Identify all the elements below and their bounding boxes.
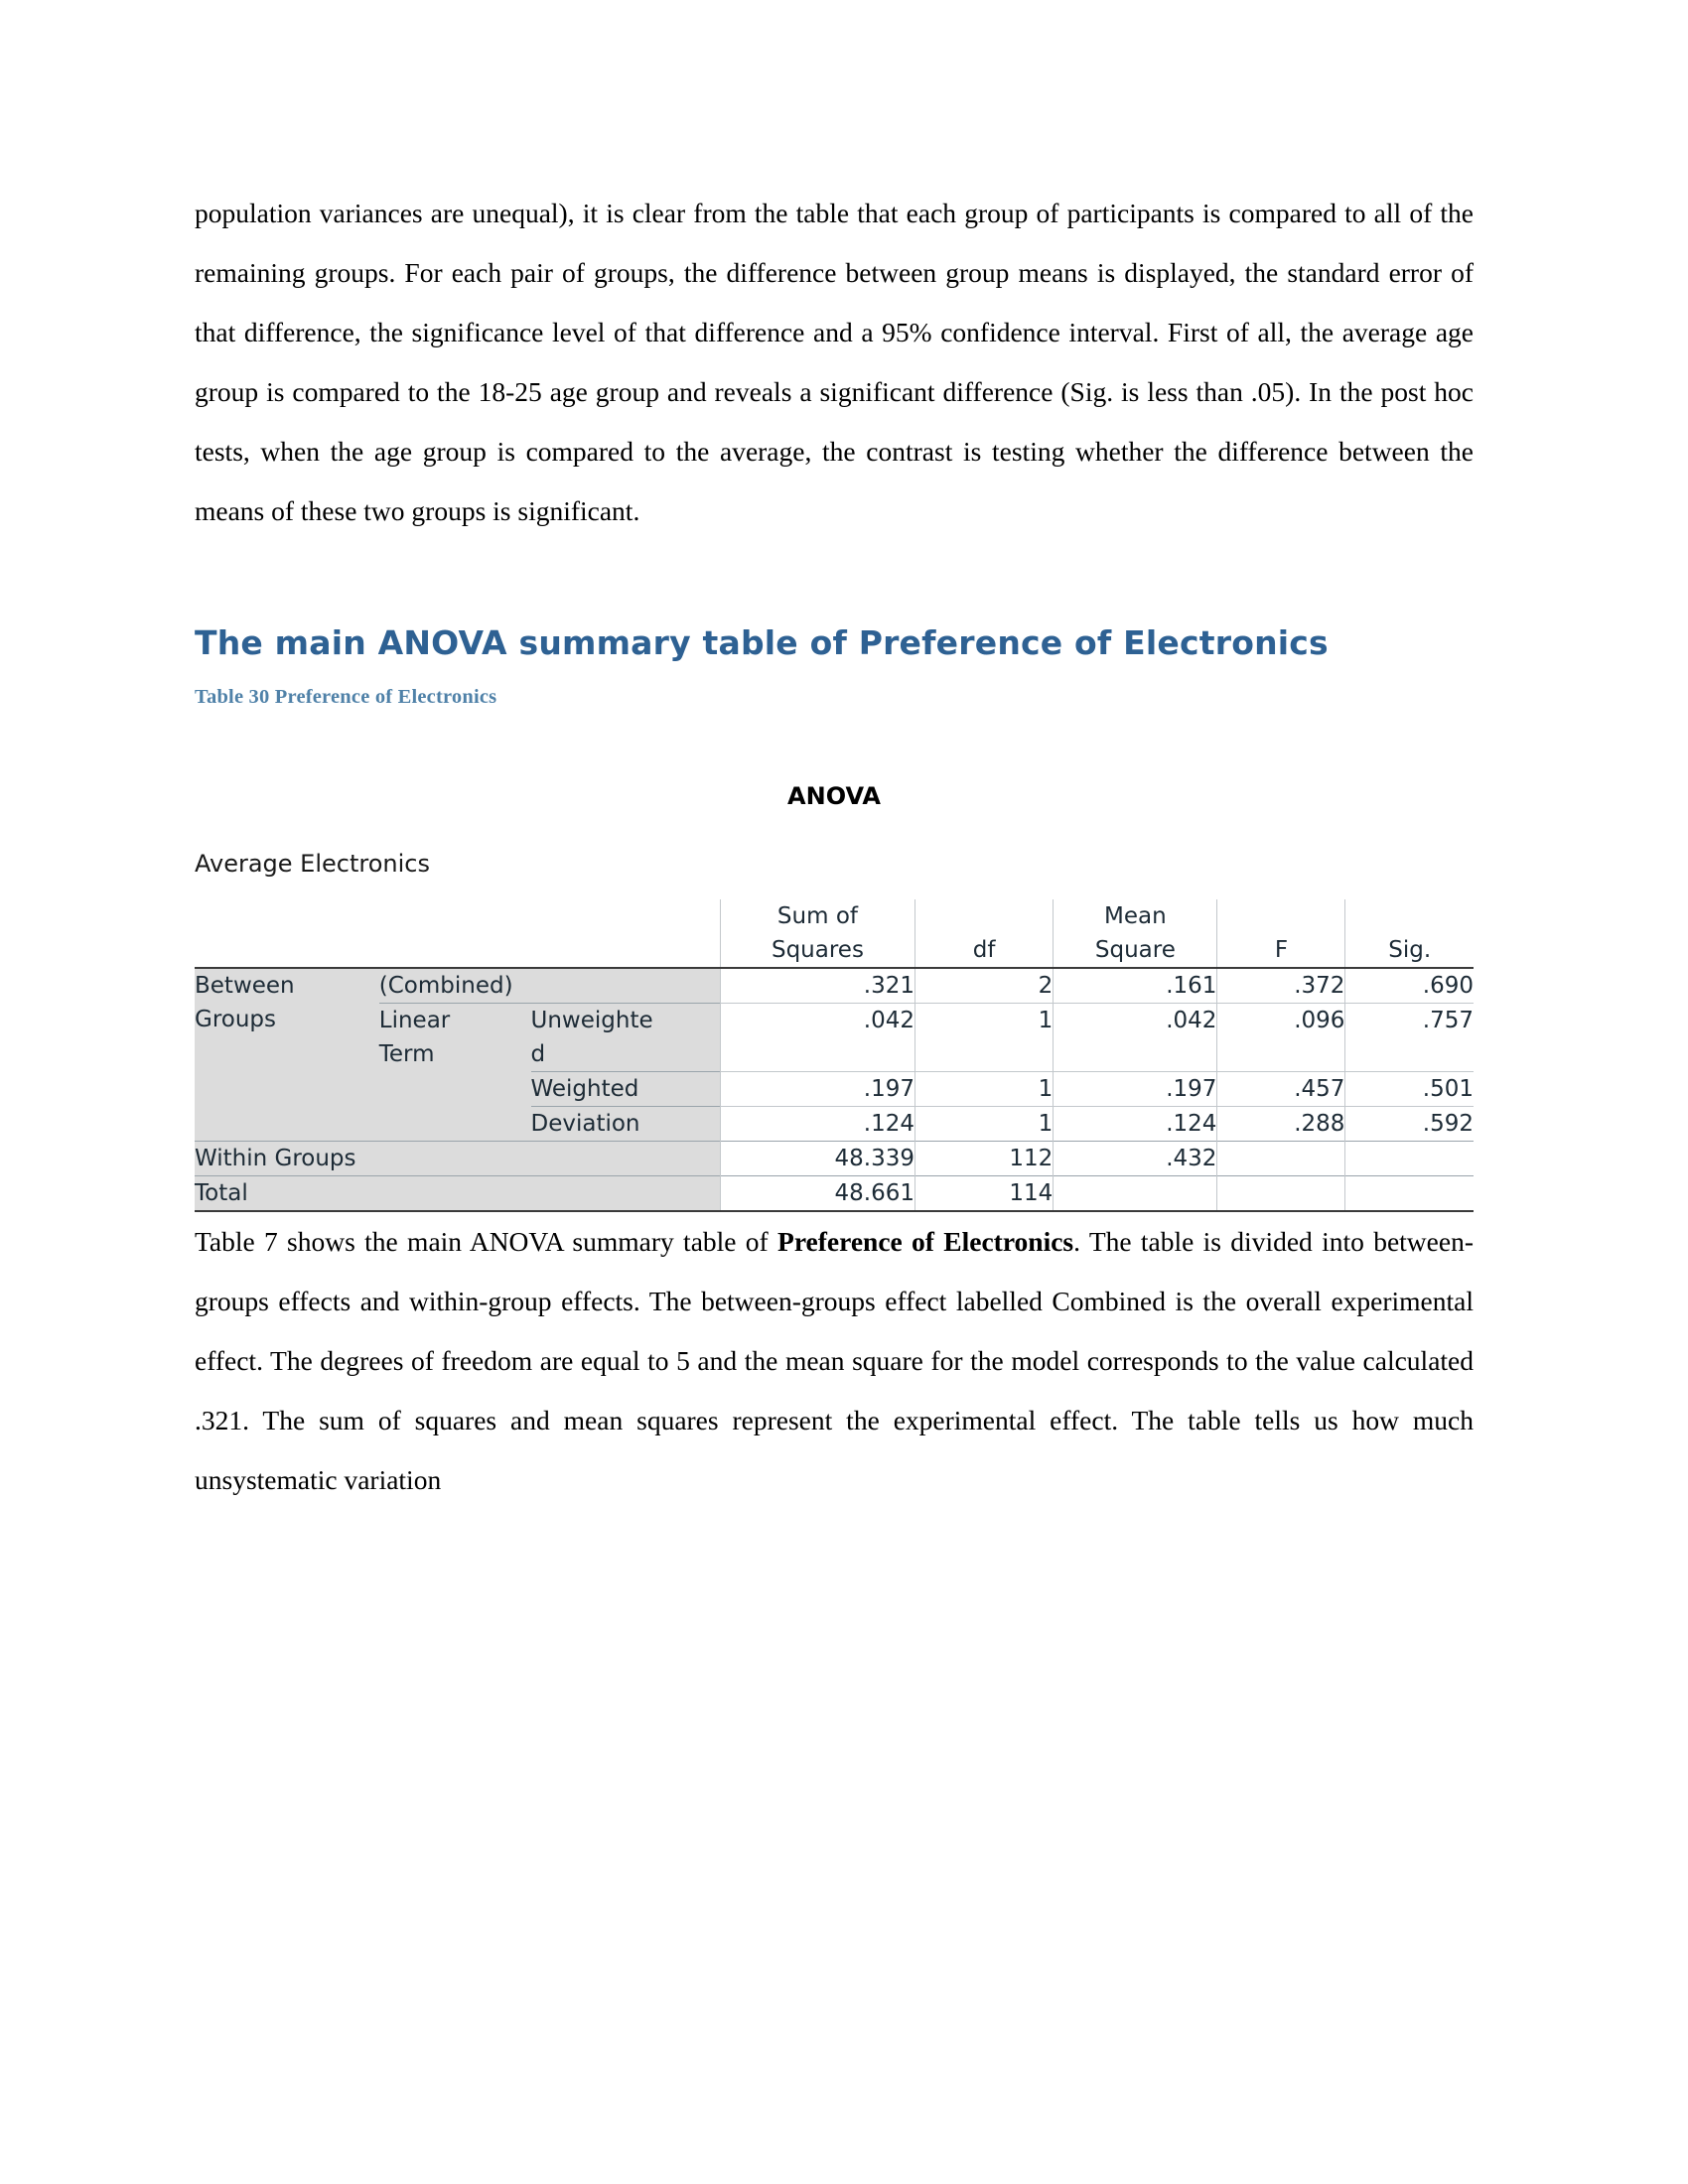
cell-ss-unweighted: .042	[720, 1004, 914, 1072]
cell-sig-within	[1345, 1142, 1474, 1176]
between-groups-line2: Groups	[195, 1007, 277, 1032]
table-caption: Table 30 Preference of Electronics	[195, 686, 497, 708]
unweighted-line1: Unweighte	[530, 1008, 653, 1033]
cell-ms-deviation: .124	[1054, 1107, 1217, 1142]
row-label-within-groups: Within Groups	[195, 1142, 720, 1176]
table-row	[195, 1176, 1474, 1212]
cell-sig-combined: .690	[1345, 968, 1474, 1004]
header-df	[915, 899, 1054, 968]
paragraph-discussion	[195, 1212, 1474, 1510]
table-header-row	[195, 899, 1474, 968]
cell-ss-weighted: .197	[720, 1072, 914, 1107]
header-sum-of-squares-line1: Sum of	[776, 903, 858, 929]
linear-term-line2: Term	[378, 1041, 435, 1067]
header-sum-of-squares-line2: Squares	[771, 937, 864, 963]
cell-df-weighted: 1	[915, 1072, 1054, 1107]
paragraph-discussion-part1: Table 7 shows the main ANOVA summary table of	[195, 1226, 778, 1257]
cell-ms-unweighted: .042	[1054, 1004, 1217, 1072]
cell-sig-total	[1345, 1176, 1474, 1212]
between-groups-line1: Between	[195, 973, 295, 999]
header-mean-square-line1: Mean	[1104, 903, 1167, 929]
header-sum-of-squares	[720, 899, 914, 968]
header-df-label: df	[972, 937, 996, 963]
table-row	[195, 1004, 1474, 1072]
page-content	[195, 184, 1474, 1510]
cell-ms-combined: .161	[1054, 968, 1217, 1004]
cell-sig-unweighted: .757	[1345, 1004, 1474, 1072]
anova-table	[195, 899, 1474, 1212]
header-f	[1217, 899, 1345, 968]
cell-sig-deviation: .592	[1345, 1107, 1474, 1142]
row-label-deviation: Deviation	[531, 1107, 721, 1142]
row-label-total: Total	[195, 1176, 720, 1212]
unweighted-line2: d	[530, 1041, 546, 1067]
cell-df-within: 112	[915, 1142, 1054, 1176]
cell-sig-weighted: .501	[1345, 1072, 1474, 1107]
row-label-combined: (Combined)	[379, 968, 721, 1004]
table-row	[195, 1142, 1474, 1176]
cell-df-total: 114	[915, 1176, 1054, 1212]
cell-ms-within: .432	[1054, 1142, 1217, 1176]
paragraph-intro: population variances are unequal), it is clear from the table that each group of participants is compared to all of the remaining groups. For each pair of groups, the difference between group means is displayed, the standard error of that difference, the significance level of that difference and a 95% confidence interval. First of all, the average age group is compared to the 18-25 age group and reveals a significant difference (Sig. is less than .05). In the post hoc tests, when the age group is compared to the average, the contrast is testing whether the difference between the means of these two groups is significant.	[195, 198, 1474, 526]
table-row	[195, 968, 1474, 1004]
anova-table-title: ANOVA	[787, 782, 881, 810]
cell-ss-total: 48.661	[720, 1176, 914, 1212]
anova-dependent-variable: Average Electronics	[195, 850, 430, 878]
cell-f-deviation: .288	[1217, 1107, 1345, 1142]
cell-f-unweighted: .096	[1217, 1004, 1345, 1072]
header-f-label: F	[1274, 937, 1289, 963]
section-heading: The main ANOVA summary table of Preference of Electronics	[195, 623, 1329, 662]
cell-ss-combined: .321	[720, 968, 914, 1004]
header-mean-square	[1054, 899, 1217, 968]
cell-ms-total	[1054, 1176, 1217, 1212]
row-label-unweighted	[531, 1004, 721, 1072]
cell-df-unweighted: 1	[915, 1004, 1054, 1072]
paragraph-discussion-part2: . The table is divided into between-groups effects and within-group effects. The between-groups effect labelled Combined is the overall experimental effect. The degrees of freedom are equal to 5 and the mean square for the model corresponds to the value calculated .321. The sum of squares and mean squares represent the experimental effect. The table tells us how much unsystematic variation	[195, 1226, 1474, 1495]
header-sig-label: Sig.	[1388, 937, 1432, 963]
cell-df-combined: 2	[915, 968, 1054, 1004]
paragraph-discussion-emphasis: Preference of Electronics	[777, 1226, 1074, 1257]
header-mean-square-line2: Square	[1094, 937, 1176, 963]
cell-ms-weighted: .197	[1054, 1072, 1217, 1107]
linear-term-line1: Linear	[378, 1008, 451, 1033]
row-label-linear-term	[379, 1004, 531, 1142]
cell-f-total	[1217, 1176, 1345, 1212]
cell-ss-deviation: .124	[720, 1107, 914, 1142]
row-label-weighted: Weighted	[531, 1072, 721, 1107]
cell-df-deviation: 1	[915, 1107, 1054, 1142]
cell-f-weighted: .457	[1217, 1072, 1345, 1107]
header-sig	[1345, 899, 1474, 968]
row-label-between-groups	[195, 968, 379, 1142]
cell-f-within	[1217, 1142, 1345, 1176]
cell-f-combined: .372	[1217, 968, 1345, 1004]
cell-ss-within: 48.339	[720, 1142, 914, 1176]
